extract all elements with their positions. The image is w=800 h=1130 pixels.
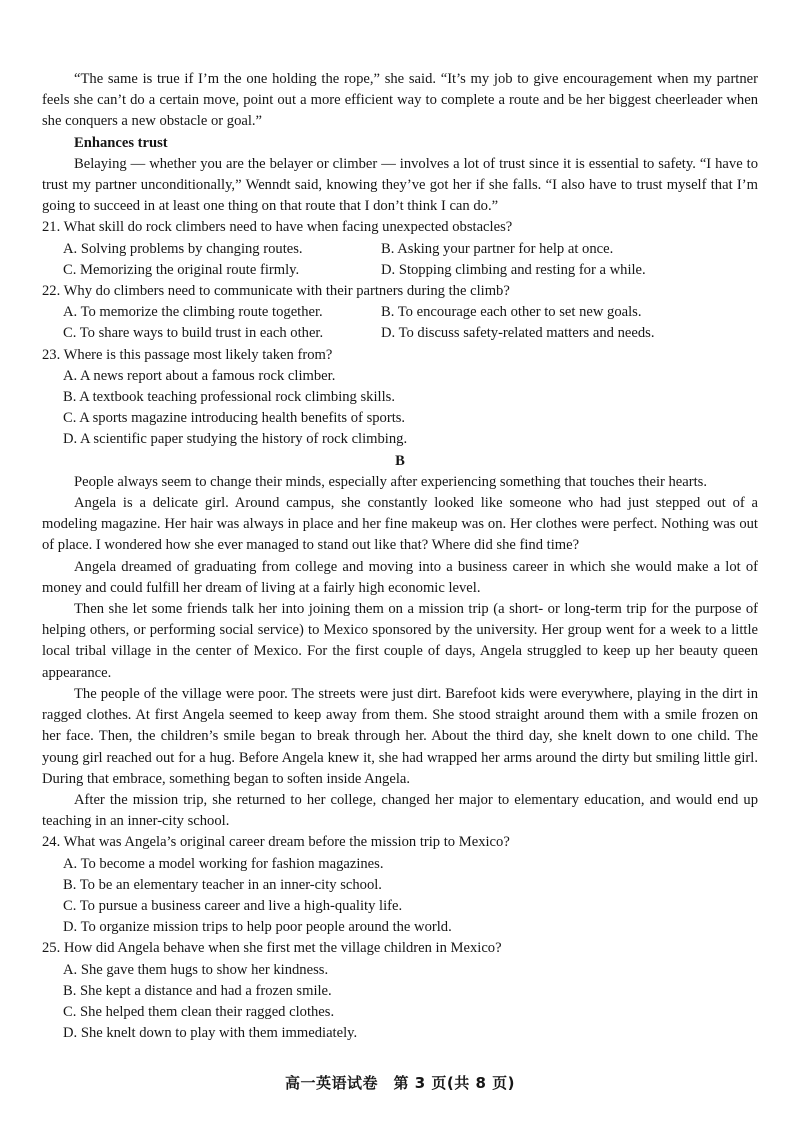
question-options	[42, 960, 758, 1045]
option-d: D. A scientific paper studying the history of rock climbing.	[63, 431, 408, 448]
option-a: A. She gave them hugs to show her kindness.	[63, 961, 329, 978]
option-a: A. A news report about a famous rock climber.	[63, 367, 336, 384]
option-d: D. Stopping climbing and resting for a while.	[381, 261, 646, 278]
question-stem: 22. Why do climbers need to communicate with their partners during the climb?	[42, 283, 510, 300]
option-a: A. To memorize the climbing route together.	[63, 304, 323, 321]
option-c: C. Memorizing the original route firmly.	[63, 261, 300, 278]
section-letter: B	[395, 452, 405, 469]
question-24	[42, 832, 758, 938]
passage-paragraph: People always seem to change their minds, especially after experiencing something that touches their hearts.	[74, 473, 707, 490]
passage-paragraph: Belaying — whether you are the belayer or climber — involves a lot of trust since it is essential to safety. “I have to trust my partner unconditionally,” Wenndt said, knowing they’ve got her if she falls. “I also have to trust myself that I’m going to succeed in at least one thing on that route that I don’t think I can do.”	[42, 155, 758, 215]
passage-paragraph: The people of the village were poor. The streets were just dirt. Barefoot kids were everywhere, playing in the dirt in ragged clothes. At first Angela seemed to keep away from them. She stood straight around them with a smile frozen on her face. Then, the children’s smile began to break through her. About the third day, she knelt down to one child. The young girl reached out for a hug. Before Angela knew it, she had wrapped her arms around the dirty but smiling little girl. During that embrace, something began to soften inside Angela.	[42, 685, 758, 787]
passage-paragraph: Then she let some friends talk her into joining them on a mission trip (a short- or long-term trip for the purpose of helping others, or performing social service) to Mexico sponsored by the university. Her group went for a week to a little local tribal village in the center of Mexico. For the first couple of days, Angela struggled to keep up her beauty queen appearance.	[42, 601, 758, 681]
passage-paragraph: Angela is a delicate girl. Around campus, she constantly looked like someone who had just stepped out of a modeling magazine. Her hair was always in place and her fine makeup was on. Her clothes were perfect. Nothing was out of place. I wondered how she ever managed to stand out like that? Where did she find time?	[42, 495, 758, 554]
exam-page	[42, 69, 758, 1044]
option-c: C. To share ways to build trust in each other.	[63, 325, 324, 342]
question-stem: 21. What skill do rock climbers need to have when facing unexpected obstacles?	[42, 219, 513, 236]
option-b: B. She kept a distance and had a frozen smile.	[63, 982, 332, 999]
section-heading: Enhances trust	[74, 134, 168, 151]
question-stem: 23. Where is this passage most likely taken from?	[42, 346, 333, 363]
option-d: D. She knelt down to play with them immediately.	[63, 1025, 358, 1042]
option-b: B. Asking your partner for help at once.	[381, 240, 614, 257]
option-a: A. To become a model working for fashion magazines.	[63, 855, 384, 872]
option-b: B. To be an elementary teacher in an inner-city school.	[63, 876, 382, 893]
passage-paragraph: After the mission trip, she returned to her college, changed her major to elementary education, and would end up teaching in an inner-city school.	[42, 791, 758, 830]
option-d: D. To organize mission trips to help poor people around the world.	[63, 919, 452, 936]
question-options	[42, 854, 758, 939]
page-footer: 高一英语试卷 第 3 页(共 8 页)	[285, 1074, 515, 1092]
question-stem: 25. How did Angela behave when she first met the village children in Mexico?	[42, 940, 502, 957]
option-b: B. A textbook teaching professional rock climbing skills.	[63, 389, 395, 406]
option-d: D. To discuss safety-related matters and needs.	[381, 325, 655, 342]
option-c: C. A sports magazine introducing health benefits of sports.	[63, 410, 406, 427]
question-23	[42, 345, 758, 451]
question-options	[42, 366, 758, 451]
question-25	[42, 938, 758, 1044]
question-options	[42, 302, 758, 344]
passage-paragraph: Angela dreamed of graduating from college and moving into a business career in which she would make a lot of money and could fulfill her dream of living at a fairly high economic level.	[42, 558, 758, 596]
question-22	[42, 281, 758, 345]
passage-paragraph: “The same is true if I’m the one holding the rope,” she said. “It’s my job to give encouragement when my partner feels she can’t do a certain move, point out a more efficient way to complete a route and be her biggest cheerleader when she conquers a new obstacle or goal.”	[42, 71, 758, 130]
option-c: C. To pursue a business career and live a high-quality life.	[63, 897, 403, 914]
question-21	[42, 217, 758, 281]
question-stem: 24. What was Angela’s original career dream before the mission trip to Mexico?	[42, 834, 510, 851]
option-c: C. She helped them clean their ragged clothes.	[63, 1003, 335, 1020]
option-a: A. Solving problems by changing routes.	[63, 240, 303, 257]
option-b: B. To encourage each other to set new goals.	[381, 304, 642, 321]
question-options	[42, 239, 758, 281]
